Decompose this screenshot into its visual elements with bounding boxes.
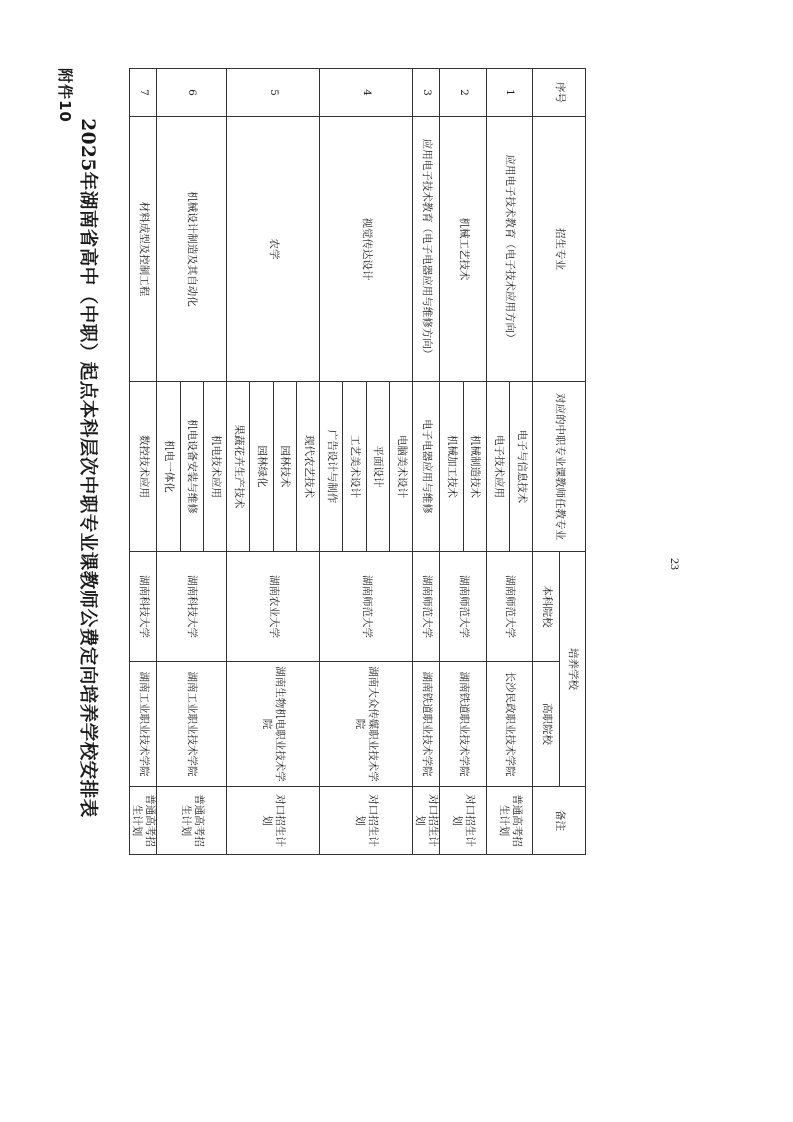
page-title: 2025年湖南省高中（中职）起点本科层次中职专业课教师公费定向培养学校安排表 — [77, 118, 98, 818]
subject-cell: 电脑美术设计 — [389, 382, 412, 552]
remark-cell: 对口招生计划 — [227, 787, 320, 855]
seq-cell: 3 — [413, 69, 440, 117]
subject-cell: 园林绿化 — [250, 382, 273, 552]
subject-cell: 园林技术 — [273, 382, 296, 552]
subject-cell: 工艺美术设计 — [343, 382, 366, 552]
subject-cell: 机电设备安装与维修 — [180, 382, 203, 552]
header-major: 招生专业 — [533, 117, 586, 382]
table-row — [389, 69, 412, 855]
seq-cell: 4 — [320, 69, 413, 117]
table-row — [413, 69, 440, 855]
remark-cell: 普通高考招生计划 — [130, 787, 157, 855]
table-header-row — [559, 69, 585, 855]
major-cell: 应用电子技术教育（电子技术应用方向） — [486, 117, 533, 382]
major-cell: 材料成型及控制工程 — [130, 117, 157, 382]
vocational-cell: 湖南铁道职业技术学院 — [440, 662, 487, 787]
subject-cell: 电子电器应用与维修 — [413, 382, 440, 552]
undergrad-cell: 湖南师范大学 — [440, 552, 487, 662]
header-subject: 对应的中职专业课教师任教专业 — [533, 382, 586, 552]
remark-cell: 对口招生计划 — [440, 787, 487, 855]
seq-cell: 1 — [486, 69, 533, 117]
undergrad-cell: 湖南师范大学 — [486, 552, 533, 662]
subject-cell: 电子与信息技术 — [510, 382, 533, 552]
header-seq: 序号 — [533, 69, 586, 117]
subject-cell: 电子技术应用 — [486, 382, 509, 552]
subject-cell: 数控技术应用 — [130, 382, 157, 552]
vocational-cell: 湖南铁道职业技术学院 — [413, 662, 440, 787]
vocational-cell: 湖南工业职业技术学院 — [130, 662, 157, 787]
attachment-label: 附件10 — [56, 68, 74, 123]
major-cell: 机械设计制造及其自动化 — [157, 117, 227, 382]
header-school-group: 培养学校 — [559, 552, 585, 787]
vocational-cell: 湖南大众传媒职业技术学院 — [320, 662, 413, 787]
subject-cell: 广告设计与制作 — [320, 382, 343, 552]
major-cell: 视觉传达设计 — [320, 117, 413, 382]
table-row — [510, 69, 533, 855]
undergrad-cell: 湖南师范大学 — [413, 552, 440, 662]
subject-cell: 机械加工技术 — [440, 382, 463, 552]
major-cell: 应用电子技术教育（电子电器应用与维修方向） — [413, 117, 440, 382]
subject-cell: 机电技术应用 — [203, 382, 226, 552]
table-row — [463, 69, 486, 855]
remark-cell: 对口招生计划 — [413, 787, 440, 855]
undergrad-cell: 湖南师范大学 — [320, 552, 413, 662]
major-cell: 农学 — [227, 117, 320, 382]
header-vocational: 高职院校 — [533, 662, 559, 787]
schedule-table — [129, 68, 586, 855]
subject-cell: 机电一体化 — [157, 382, 180, 552]
subject-cell: 机械制造技术 — [463, 382, 486, 552]
table-row — [130, 69, 157, 855]
vocational-cell: 湖南工业职业技术学院 — [157, 662, 227, 787]
table-body — [130, 69, 586, 855]
subject-cell: 现代农艺技术 — [296, 382, 319, 552]
header-remark: 备注 — [533, 787, 586, 855]
subject-cell: 平面设计 — [366, 382, 389, 552]
seq-cell: 6 — [157, 69, 227, 117]
seq-cell: 5 — [227, 69, 320, 117]
subject-cell: 果蔬花卉生产技术 — [227, 382, 250, 552]
undergrad-cell: 湖南农业大学 — [227, 552, 320, 662]
major-cell: 机械工艺技术 — [440, 117, 487, 382]
vocational-cell: 湖南生物机电职业技术学院 — [227, 662, 320, 787]
header-undergrad: 本科院校 — [533, 552, 559, 662]
remark-cell: 对口招生计划 — [320, 787, 413, 855]
page-number: 23 — [668, 558, 682, 570]
remark-cell: 普通高考招生计划 — [486, 787, 533, 855]
table-row — [203, 69, 226, 855]
undergrad-cell: 湖南科技大学 — [130, 552, 157, 662]
table-row — [296, 69, 319, 855]
rotated-page-content — [52, 68, 592, 858]
remark-cell: 普通高考招生计划 — [157, 787, 227, 855]
vocational-cell: 长沙民政职业技术学院 — [486, 662, 533, 787]
seq-cell: 2 — [440, 69, 487, 117]
undergrad-cell: 湖南科技大学 — [157, 552, 227, 662]
seq-cell: 7 — [130, 69, 157, 117]
